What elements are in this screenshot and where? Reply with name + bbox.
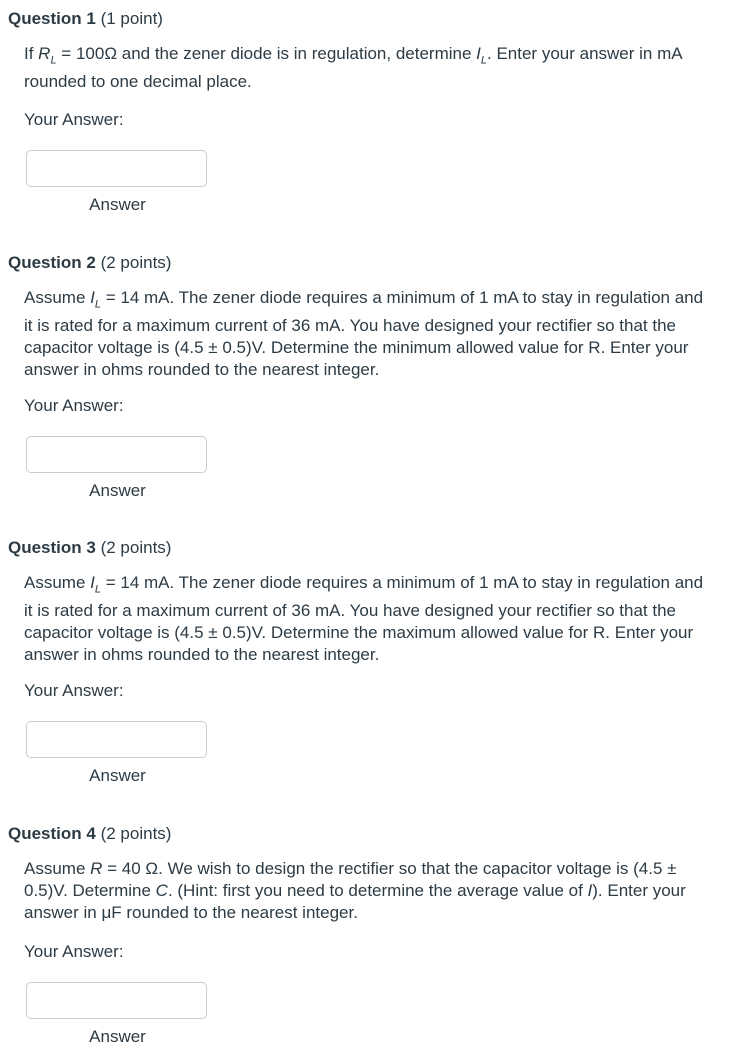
question-4-title: Question 4 <box>8 824 96 843</box>
question-3-text: Assume $I_L = 14$ mA. The zener diode requires a minimum of 1 mA to stay in regulation and it is rated for a maximum current of 36 mA. You have designed your rectifier so that the capacitor voltage is (4.5 ± 0.5)V. Determine the maximum allowed value for R. Enter your answer in ohms rounded to the nearest integer. <box>24 573 704 665</box>
question-1-your-answer-label: Your Answer: <box>24 110 124 129</box>
question-2-points: (2 points) <box>100 253 172 272</box>
question-4-header <box>8 823 171 845</box>
question-1-title: Question 1 <box>8 9 96 28</box>
question-1-header <box>8 8 163 30</box>
question-4-answer-caption: Answer <box>89 1027 146 1046</box>
question-4-answer-input[interactable] <box>26 982 207 1019</box>
question-2-answer-caption: Answer <box>89 481 146 500</box>
question-3-points: (2 points) <box>100 538 172 557</box>
question-3-title: Question 3 <box>8 538 96 557</box>
question-4-text: Assume R = 40 Ω. We wish to design the rectifier so that the capacitor voltage is (4.5 ± 0.5)V. Determine C. (Hint: first you need to determine the average value of I). Enter your answer in μF rounded to the nearest integer. <box>24 859 686 922</box>
question-2-title: Question 2 <box>8 253 96 272</box>
question-3-header <box>8 537 171 559</box>
question-3-your-answer-label: Your Answer: <box>24 681 124 700</box>
question-2-header <box>8 252 171 274</box>
question-4-your-answer-label: Your Answer: <box>24 942 124 961</box>
question-1-answer-caption: Answer <box>89 195 146 214</box>
question-2-your-answer-label: Your Answer: <box>24 396 124 415</box>
question-4-points: (2 points) <box>100 824 172 843</box>
question-1-answer-input[interactable] <box>26 150 207 187</box>
question-2-answer-input[interactable] <box>26 436 207 473</box>
question-1-points: (1 point) <box>100 9 163 28</box>
question-3-answer-caption: Answer <box>89 766 146 785</box>
question-3-answer-input[interactable] <box>26 721 207 758</box>
question-1-text: If $R_L = 100\Omega$ and the zener diode is in regulation, determine $I_L$. Enter your answer in mA rounded to one decimal place. <box>24 44 682 92</box>
question-2-text: Assume $I_L = 14$ mA. The zener diode requires a minimum of 1 mA to stay in regulation and it is rated for a maximum current of 36 mA. You have designed your rectifier so that the capacitor voltage is (4.5 ± 0.5)V. Determine the minimum allowed value for R. Enter your answer in ohms rounded to the nearest integer. <box>24 288 704 380</box>
